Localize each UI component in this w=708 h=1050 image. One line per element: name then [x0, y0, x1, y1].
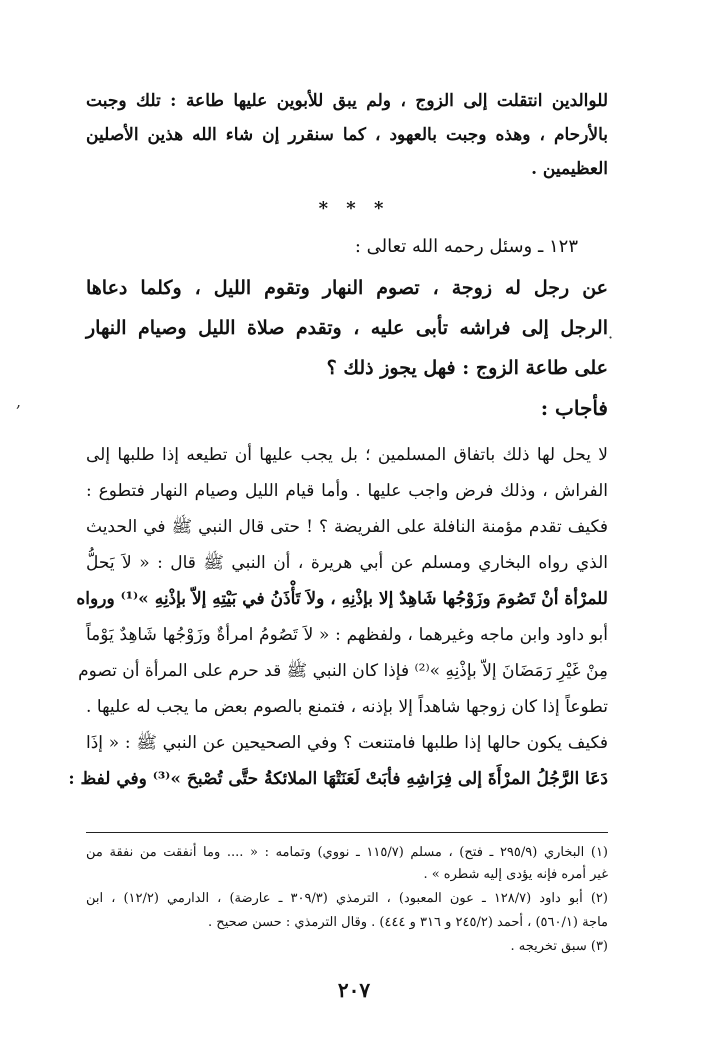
answer-line: تطوعاً إذا كان زوجها شاهداً إلا بإذنه ، فتمنع بالصوم بعض ما يجب له عليها .	[86, 697, 608, 717]
paragraph-line: للوالدين انتقلت إلى الزوج ، ولم يبق للأبوين عليها طاعة : تلك وجبت	[86, 91, 608, 111]
margin-mark: ,	[16, 392, 22, 411]
paragraph-line: العظيمين .	[531, 159, 608, 179]
answer-line: مِنْ غَيْرِ رَمَضَانَ إلاّ بإذْنِهِ »⁽²⁾ فإذا كان النبي ﷺ قد حرم على المرأة أن تصوم	[78, 661, 608, 681]
footnote-line: (٢) أبو داود (١٢٨/٧ ـ عون المعبود) ، الترمذي (٣٠٩/٣ ـ عارضة) ، الدارمي (١٢/٢) ، ابن	[86, 891, 608, 906]
answer-line: أبو داود وابن ماجه وغيرهما ، ولفظهم : « لاَ تَصُومُ امرأةٌ وزَوْجُها شَاهِدٌ يَوْماً	[86, 625, 608, 645]
page-number: ٢٠٧	[337, 978, 371, 1002]
footnote-line: غير أمره فإنه يؤدى إليه شطره » .	[423, 867, 608, 882]
question-line: على طاعة الزوج : فهل يجوز ذلك ؟	[326, 357, 608, 379]
answer-line: لا يحل لها ذلك باتفاق المسلمين ؛ بل يجب عليها أن تطيعه إذا طلبها إلى	[86, 445, 608, 465]
answer-line: فكيف تقدم مؤمنة النافلة على الفريضة ؟ ! حتى قال النبي ﷺ في الحديث	[86, 517, 608, 537]
margin-mark: ·	[608, 328, 614, 347]
footnote-line: (٣) سبق تخريجه .	[510, 939, 608, 954]
footnote-divider	[86, 832, 608, 833]
section-separator: * * *	[318, 198, 390, 219]
footnote-line: ماجة (٥٦٠/١) ، أحمد (٢٤٥/٢ و ٣١٦ و ٤٤٤) . وقال الترمذي : حسن صحيح .	[208, 915, 608, 930]
question-line: الرجل إلى فراشه تأبى عليه ، وتقدم صلاة الليل وصيام النهار	[86, 317, 608, 339]
paragraph-line: بالأرحام ، وهذه وجبت بالعهود ، كما سنقرر إن شاء الله هذين الأصلين	[86, 125, 608, 145]
footnote-line: (١) البخاري (٢٩٥/٩ ـ فتح) ، مسلم (١١٥/٧ ـ نووي) وتمامه : « .... وما أنفقت من نفقة من	[86, 845, 608, 860]
answer-line: الذي رواه البخاري ومسلم عن أبي هريرة ، أن النبي ﷺ قال : « لاَ يَحلُّ	[86, 553, 608, 573]
answer-heading: فأجاب :	[540, 396, 608, 420]
answer-line: فكيف يكون حالها إذا طلبها فامتنعت ؟ وفي الصحيحين عن النبي ﷺ : « إذَا	[86, 733, 608, 753]
question-intro: ١٢٣ ـ وسئل رحمه الله تعالى :	[354, 236, 578, 257]
question-line: عن رجل له زوجة ، تصوم النهار وتقوم الليل ، وكلما دعاها	[86, 277, 608, 299]
answer-line: دَعَا الرَّجُلُ المرْأَةَ إلى فِرَاشِهِ فأبَتْ لَعَنَتْهَا الملائكةُ حتَّى تُصْبحَ »⁽³⁾ وفي لفظ :	[68, 769, 608, 789]
answer-line: الفراش ، وذلك فرض واجب عليها . وأما قيام الليل وصيام النهار فتطوع :	[86, 481, 608, 501]
answer-line: للمرْأة أنْ تَصُومَ وزَوْجُها شَاهِدٌ إلا بإذْنِهِ ، ولاَ تَأْذَنُ في بَيْتِهِ إلاّ بإذْنِهِ »⁽¹⁾ ورواه	[76, 589, 608, 609]
